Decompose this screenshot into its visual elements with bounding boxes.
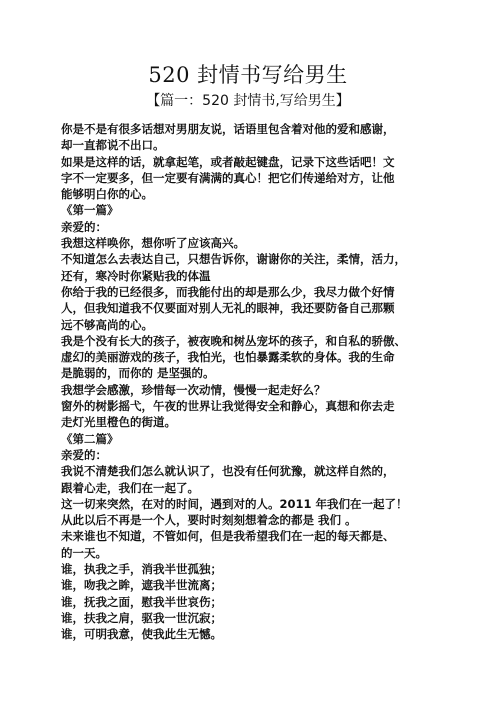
body-text-line: 窗外的树影摇弋，午夜的世界让我觉得安全和静心，真想和你去走 (61, 399, 395, 414)
body-text-line: 亲爱的： (61, 447, 107, 462)
body-text-line: 走灯光里橙色的街道。 (61, 415, 176, 430)
document-body (61, 121, 451, 643)
body-text-line: 谁，扶我之肩，驱我一世沉寂； (61, 610, 222, 625)
body-text-line: 我是个没有长大的孩子，被夜晚和树丛宠坏的孩子，和自私的骄傲、 (61, 333, 406, 348)
body-text-line: 远不够高尚的心。 (61, 317, 153, 332)
body-text-line: 还有，寒冷时你紧贴我的体温 (61, 268, 211, 283)
body-text-line: 《第二篇》 (61, 431, 119, 446)
body-text-line: 能够明白你的心。 (61, 187, 153, 202)
body-text-line: 虚幻的美丽游戏的孩子，我怕光，也怕暴露柔软的身体。我的生命 (61, 350, 395, 365)
body-text-line: 不知道怎么去表达自己，只想告诉你，谢谢你的关注，柔情，活力， (61, 252, 406, 267)
document-title: 520 封情书写给男生 (148, 63, 348, 87)
body-text-line: 你给于我的已经很多，而我能付出的却是那么少，我尽力做个好情 (61, 284, 395, 299)
body-text-line: 这一切来突然，在对的时间，遇到对的人。2011 年我们在一起了！ (61, 496, 408, 511)
body-text-line: 我想学会感激，珍惜每一次动情，慢慢一起走好么？ (61, 382, 326, 397)
body-text-line: 却一直都说不出口。 (61, 138, 165, 153)
body-text-line: 你是不是有很多话想对男朋友说，话语里包含着对他的爱和感谢， (61, 122, 395, 136)
body-text-line: 谁，吻我之眸，遮我半世流离； (61, 578, 222, 593)
body-text-line: 字不一定要多，但一定要有满满的真心！把它们传递给对方，让他 (61, 170, 395, 185)
body-text-line: 如果是这样的话，就拿起笔，或者敲起键盘，记录下这些话吧！文 (61, 154, 395, 169)
body-text-line: 从此以后不再是一个人，要时时刻刻想着念的都是 我们 。 (61, 513, 357, 528)
body-text-line: 跟着心走，我们在一起了。 (61, 480, 199, 495)
body-text-line: 谁，可明我意，使我此生无憾。 (61, 627, 222, 642)
body-text-line: 谁，执我之手，消我半世孤独； (61, 562, 222, 577)
body-text-line: 人，但我知道我不仅要面对别人无礼的眼神，我还要防备自己那颗 (61, 301, 395, 316)
body-text-line: 的一天。 (61, 545, 107, 560)
body-text-line: 未来谁也不知道，不管如何，但是我希望我们在一起的每天都是、 (61, 529, 395, 544)
body-text-line: 亲爱的： (61, 219, 107, 234)
body-text-line: 是脆弱的，而你的 是坚强的。 (61, 366, 215, 381)
body-text-line: 《第一篇》 (61, 203, 119, 218)
body-text-line: 我想这样唤你，想你听了应该高兴。 (61, 236, 245, 251)
document-subtitle: 【篇一：520 封情书,写给男生】 (146, 93, 350, 109)
body-text-line: 谁，抚我之面，慰我半世哀伤； (61, 594, 222, 609)
body-text-line: 我说不清楚我们怎么就认识了，也没有任何犹豫，就这样自然的， (61, 464, 395, 479)
